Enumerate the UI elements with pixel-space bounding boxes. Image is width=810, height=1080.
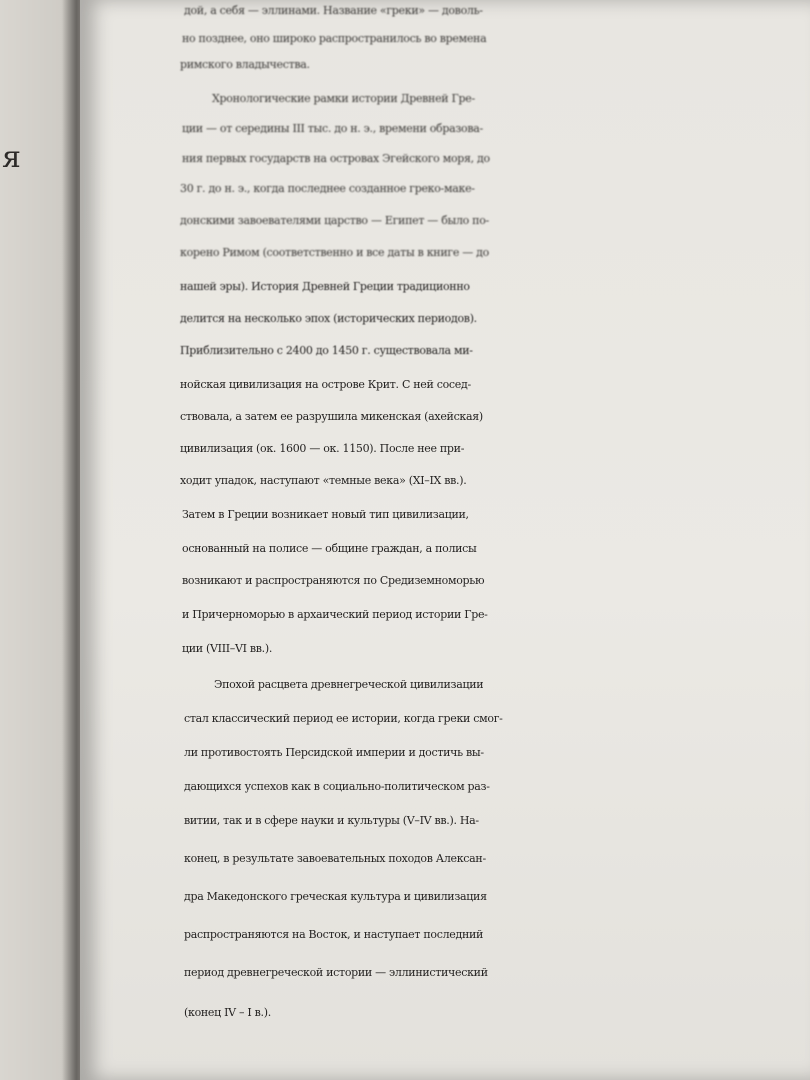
text-line: ции — от середины III тыс. до н. э., времени образова- bbox=[182, 122, 483, 135]
text-line: донскими завоевателями царство — Египет — было по- bbox=[180, 214, 489, 227]
text-line: конец, в результате завоевательных походов Алексан- bbox=[184, 852, 486, 865]
text-line: ходит упадок, наступают «темные века» (XI–IX вв.). bbox=[180, 474, 467, 487]
text-line: ствовала, а затем ее разрушила микенская (ахейская) bbox=[180, 410, 483, 423]
text-line: Эпохой расцвета древнегреческой цивилизации bbox=[214, 678, 484, 691]
text-line: цивилизация (ок. 1600 — ок. 1150). После нее при- bbox=[180, 442, 465, 455]
text-line: ли противостоять Персидской империи и достичь вы- bbox=[184, 746, 484, 759]
text-line: Хронологические рамки истории Древней Гре- bbox=[212, 92, 475, 105]
text-line: (конец IV – I в.). bbox=[184, 1006, 271, 1019]
text-line: дра Македонского греческая культура и цивилизация bbox=[184, 890, 487, 903]
text-line: распространяются на Восток, и наступает последний bbox=[184, 928, 484, 941]
text-line: стал классический период ее истории, когда греки смог- bbox=[184, 712, 503, 725]
text-line: дающихся успехов как в социально-политическом раз- bbox=[184, 780, 490, 793]
text-line: витии, так и в сфере науки и культуры (V–IV вв.). На- bbox=[184, 814, 479, 827]
text-line: корено Римом (соответственно и все даты в книге — до bbox=[180, 246, 489, 259]
left-page-letter: я bbox=[2, 140, 21, 175]
text-line: но позднее, оно широко распространилось во времена bbox=[182, 32, 487, 45]
text-line: возникают и распространяются по Средиземноморью bbox=[182, 574, 485, 587]
text-line: нойская цивилизация на острове Крит. С ней сосед- bbox=[180, 378, 471, 391]
text-line: Затем в Греции возникает новый тип цивилизации, bbox=[182, 508, 469, 521]
text-line: ции (VIII–VI вв.). bbox=[182, 642, 273, 655]
text-line: римского владычества. bbox=[180, 58, 310, 71]
text-line: дой, а себя — эллинами. Название «греки» — доволь- bbox=[184, 4, 483, 17]
text-line: делится на несколько эпох (исторических периодов). bbox=[180, 312, 477, 325]
text-line: период древнегреческой истории — эллинистический bbox=[184, 966, 488, 979]
text-line: ния первых государств на островах Эгейского моря, до bbox=[182, 152, 490, 165]
text-line: 30 г. до н. э., когда последнее созданное греко-маке- bbox=[180, 182, 475, 195]
text-line: Приблизительно с 2400 до 1450 г. существовала ми- bbox=[180, 344, 473, 357]
text-line: основанный на полисе — общине граждан, а полисы bbox=[182, 542, 477, 555]
text-line: нашей эры). История Древней Греции традиционно bbox=[180, 280, 470, 293]
text-line: и Причерноморью в архаический период истории Гре- bbox=[182, 608, 488, 621]
